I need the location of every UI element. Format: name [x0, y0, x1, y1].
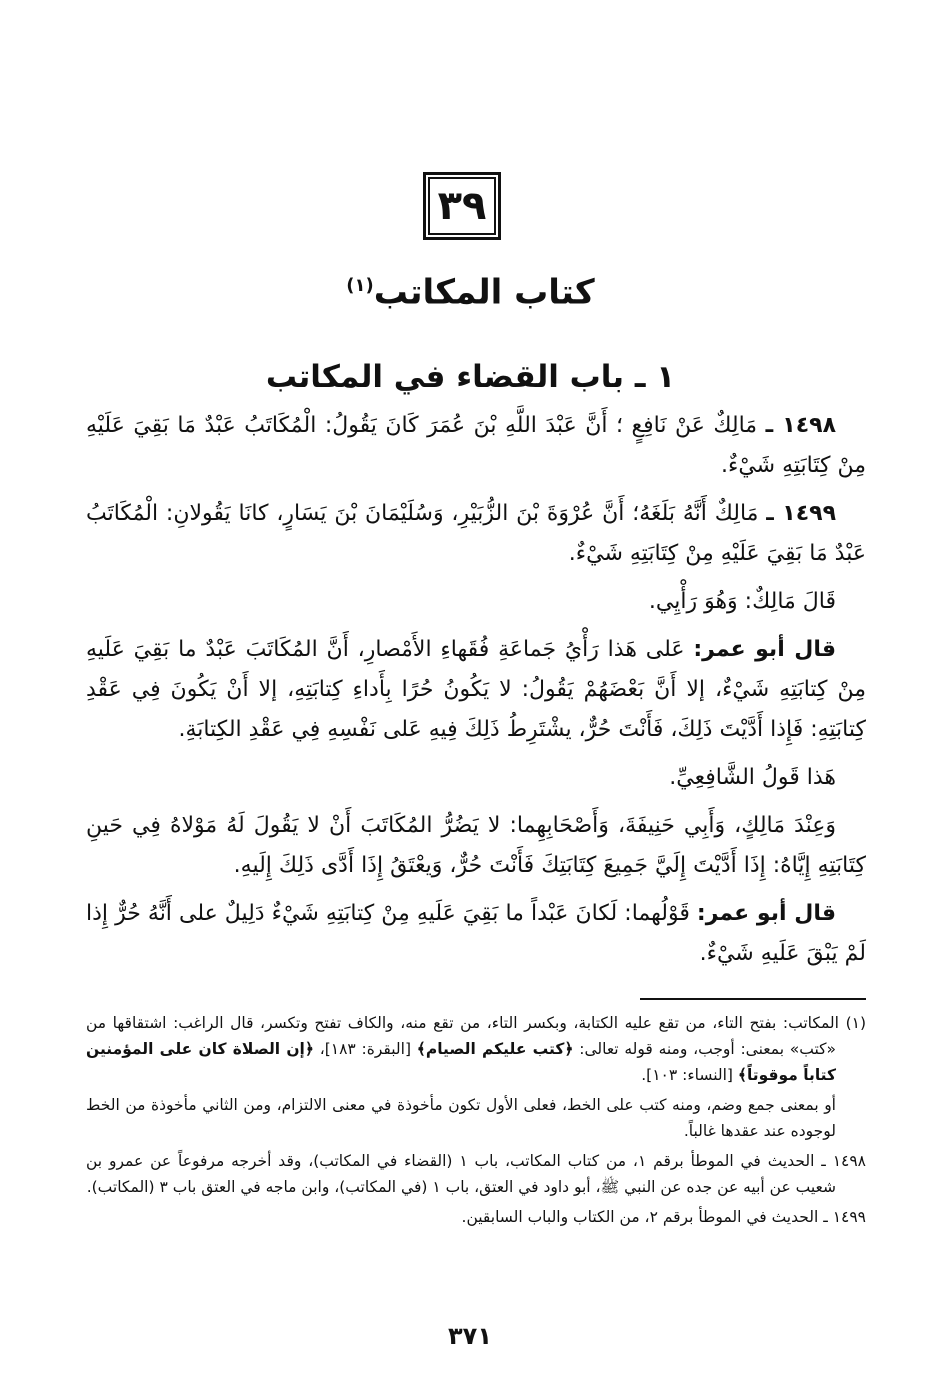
book-number-box: [423, 172, 501, 240]
quran-reference: [النساء: ١٠٣].: [641, 1066, 733, 1084]
malik-opinion: قَالَ مَالِكٌ: وَهُوَ رَأْيِي.: [648, 589, 836, 614]
malik-abu-hanifa-opinion: وَعِنْدَ مَالِكٍ، وَأَبِي حَنِيفَةَ، وَأَصْحَابِهِما: لا يَضُرُّ المُكَاتَبَ أَنْ لا يَقُولَ لَهُ مَوْلاهُ فِي حَينِ كِتَابَتِهِ إِيَّاهُ: إِذَا أَدَّيْتَ إِلَيَّ جَمِيعَ كِتَابَتِكَ فَأَنْتَ حُرٌّ، وَيعْتَقُ إِذَا أَدَّى ذَلِكَ إِلَيهِ.: [86, 813, 866, 878]
footnote-number: ١٤٩٨ ـ: [821, 1152, 866, 1170]
book-number: ٣٩: [437, 183, 487, 229]
shafii-opinion: هَذا قَولُ الشَّافِعِيِّ.: [669, 765, 836, 790]
footnote-1-continued: أو بمعنى جمع وضم، ومنه كتب على الخط، فعلى الأول تكون مأخوذة في معنى الالتزام، ومن الثاني مأخوذة من الخط لوجوده عند عقدها غالباً.: [86, 1096, 836, 1140]
footnote-text: الحديث في الموطأ برقم ١، من كتاب المكاتب، باب ١ (القضاء في المكاتب)، وقد أخرجه مرفوعاً عن عمرو بن شعيب عن أبيه عن جده عن النبي ﷺ، أبو داود في العتق، باب ١ (في المكاتب)، وابن ماجه في العتق باب ٣ (المكاتب).: [86, 1152, 836, 1196]
book-title: [250, 262, 691, 316]
abu-umar-comment-2: [86, 894, 866, 974]
book-title-footnote-marker: (١): [346, 275, 374, 296]
abu-umar-comment-1: [86, 630, 866, 750]
hadith-number: ١٤٩٩ ـ: [766, 501, 836, 526]
hadith-number: ١٤٩٨ ـ: [765, 413, 836, 438]
quran-reference: [البقرة: ١٨٣]،: [319, 1040, 412, 1058]
footnote-text: الحديث في الموطأ برقم ٢، من الكتاب والباب السابقين.: [461, 1208, 819, 1226]
quran-quote: ﴿كتب عليكم الصيام﴾: [416, 1040, 574, 1058]
book-title-text: كتاب المكاتب: [373, 272, 595, 313]
footnote-number: (١): [845, 1014, 867, 1032]
hadith-1499: [86, 494, 866, 574]
footnote-1499: [86, 1204, 866, 1230]
chapter-heading: ١ ـ باب القضاء في المكاتب: [265, 359, 676, 395]
footnote-text: المكاتب: بفتح التاء، من تقع عليه الكتابة، وبكسر التاء، من تقع منه، والكاف تفتح وتكسر، قال الراغب: اشتقاقها من «كتب» بمعنى: أوجب، ومنه قوله تعالى:: [86, 1014, 839, 1058]
page-number: ٣٧١: [448, 1322, 492, 1350]
comment-lead: قال أبو عمر:: [696, 901, 836, 926]
footnote-divider: [640, 998, 866, 1000]
comment-text: عَلى هَذا رَأْيُ جَماعَةِ فُقَهاءِ الأَمْصارِ، أَنَّ المُكَاتَبَ عَبْدٌ ما بَقِيَ عَلَيهِ مِنْ كِتابَتِهِ شَيْءٌ، إلا أَنَّ بَعْضَهُمْ يَقُولُ: لا يَكُونُ حُرًا بِأَداءِ كِتابَتِهِ، إلا أَنْ يَكُونَ فِي عَقْدِ كِتابَتِهِ: فَإِذا أَدَّيْتَ ذَلِكَ، فَأَنْتَ حُرٌّ، يشْتَرِطُ ذَلِكَ فِيهِ عَلى نَفْسِهِ فِي عَقْدِ الكِتابَةِ.: [86, 637, 866, 742]
quran-quote: ﴿إن الصلاة كان على المؤمنين كتاباً موقوتاً﴾: [86, 1040, 836, 1084]
comment-lead: قال أبو عمر:: [693, 637, 836, 662]
footnote-1498: [86, 1148, 866, 1200]
hadith-text: مَالِكٌ عَنْ نَافِعٍ ؛ أَنَّ عَبْدَ اللَّهِ بْنَ عُمَرَ كَانَ يَقُولُ: الْمُكَاتَبُ عَبْدٌ مَا بَقِيَ عَلَيْهِ مِنْ كِتَابَتِهِ شَيْءٌ.: [86, 413, 866, 478]
footnotes: [86, 1010, 866, 1234]
footnote-number: ١٤٩٩ ـ: [823, 1208, 866, 1226]
comment-text: قَوْلُهما: لَكانَ عَبْداً ما بَقِيَ عَلَيهِ مِنْ كِتابَتِهِ شَيْءٌ دَلِيلٌ على أَنَّهُ حُرٌّ إِذا لَمْ يَبْقَ عَلَيهِ شَيْءٌ.: [86, 901, 866, 966]
hadith-text: مَالِكٌ أَنَّهُ بَلَغَهُ؛ أَنَّ عُرْوَةَ بْنَ الزُّبَيْرِ، وَسُلَيْمَانَ بْنَ يَسَارٍ، كانَا يَقُولانِ: الْمُكَاتَبُ عَبْدٌ مَا بَقِيَ عَلَيْهِ مِنْ كِتَابَتِهِ شَيْءٌ.: [86, 501, 866, 566]
hadith-1498: [86, 406, 866, 486]
footnote-1: [86, 1010, 866, 1088]
main-text: [86, 406, 866, 982]
